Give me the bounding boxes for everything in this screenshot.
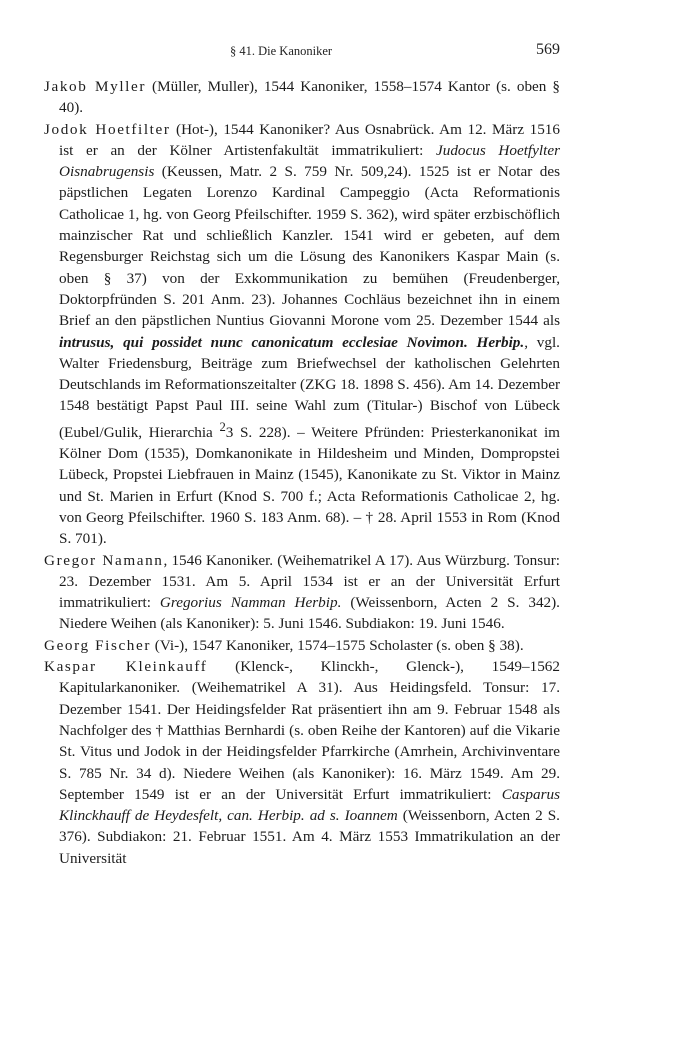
person-name: Georg Fischer	[44, 636, 151, 654]
entry-kaspar-kleinkauff	[44, 656, 560, 869]
entry-text: (Keussen, Matr. 2 S. 759 Nr. 509,24). 1525 ist er Notar des päpstlichen Legaten Lorenzo Kardinal Campeggio (Acta Reformationis Catholicae 1, hg. von Georg Pfeilschifter. 1959 S. 362), wird später erzbischöflich mainzischer Rat und schließlich Kanzler. 1541 wird er gebeten, auf dem Regensburger Reichstag sich um die Lösung des Kanonikers Kaspar Main (s. oben § 37) von der Exkommunikation zu bemühen (Freudenberger, Doktorpfründen S. 201 Anm. 23). Johannes Cochläus bezeichnet ihn in einem Brief an den päpstlichen Nuntius Giovanni Morone vom 25. Dezember 1544 als	[59, 163, 560, 330]
page-number: 569	[536, 41, 560, 58]
entry-text: (Weissenborn, Acten 2 S. 342). Niedere Weihen (als Kanoniker): 5. Juni 1546. Subdiakon: 19. Juni 1546.	[59, 594, 560, 633]
edition-superscript: 2	[219, 419, 226, 434]
entry-text: , 1546 Kanoniker. (Weihematrikel A 17). Aus Würzburg. Tonsur: 23. Dezember 1531. Am 5. April 1534 ist er an der Universität Erfurt immatrikuliert:	[59, 551, 561, 612]
text-body	[44, 76, 560, 869]
entry-text: , vgl. Walter Friedensburg, Beiträge zum Briefwechsel der katholischen Gelehrten Deutschlands im Reformationszeitalter (ZKG 18. 1898 S. 456). Am 14. Dezember 1548 bestätigt Papst Paul III. seine Wahl zum (Titular-) Bischof von Lübeck (Eubel/Gulik, Hierarchia	[59, 333, 560, 441]
entry-text: 3 S. 228). – Weitere Pfründen: Priesterkanonikat im Kölner Dom (1535), Domkanonikate in Hildesheim und Minden, Dompropstei Lübeck, Propstei Liebfrauen in Mainz (1545), Kanonikate zu St. Viktor in Mainz und St. Marien in Erfurt (Knod S. 700 f.; Acta Reformationis Catholicae 2, hg. von Georg Pfeilschifter. 1960 S. 183 Anm. 68). – † 28. April 1553 in Rom (Knod S. 701).	[59, 423, 560, 548]
entry-text: (Müller, Muller), 1544 Kanoniker, 1558–1574 Kantor (s. oben § 40).	[59, 78, 561, 117]
latin-quote: Gregorius Namman Herbip.	[159, 594, 342, 612]
entry-georg-fischer	[44, 635, 560, 656]
person-name: Kaspar Kleinkauff	[44, 658, 208, 676]
person-name: Jakob Myller	[44, 78, 146, 95]
entry-jakob-myller	[44, 76, 560, 119]
latin-quote: intrusus, qui possidet nunc canonicatum ecclesiae Novimon. Herbip.	[59, 333, 525, 351]
entry-gregor-namann	[44, 550, 560, 635]
section-title: § 41. Die Kanoniker	[230, 44, 333, 58]
entry-text: (Weissenborn, Acten 2 S. 376). Subdiakon: 21. Februar 1551. Am 4. März 1553 Immatrikulation an der Universität	[59, 807, 560, 867]
entry-text: (Klenck-, Klinckh-, Glenck-), 1549–1562 Kapitularkanoniker. (Weihematrikel A 31). Aus Heidingsfeld. Tonsur: 17. Dezember 1541. Der Heidingsfelder Rat präsentiert ihn am 9. Februar 1548 als Nachfolger des † Matthias Bernhardi (s. oben Reihe der Kantoren) auf die Vikarie St. Vitus und Jodok in der Heidingsfelder Pfarrkirche (Amrhein, Archivinventare S. 785 Nr. 34 d). Niedere Weihen (als Kanoniker): 16. März 1549. Am 29. September 1549 ist er an der Universität Erfurt immatrikuliert:	[59, 658, 560, 803]
person-name: Gregor Namann	[44, 551, 164, 569]
latin-quote: Judocus Hoetfylter Oisnabrugensis	[59, 141, 560, 181]
person-name: Jodok Hoetfilter	[44, 120, 171, 138]
entry-text: (Hot-), 1544 Kanoniker? Aus Osnabrück. Am 12. März 1516 ist er an der Kölner Artistenfakultät immatrikuliert:	[59, 120, 560, 159]
entry-text: (Vi-), 1547 Kanoniker, 1574–1575 Scholaster (s. oben § 38).	[151, 636, 524, 654]
entry-jodok-hoetfilter	[44, 119, 560, 550]
latin-quote: Casparus Klinckhauff de Heydesfelt, can. Herbip. ad s. Ioannem	[59, 785, 560, 825]
